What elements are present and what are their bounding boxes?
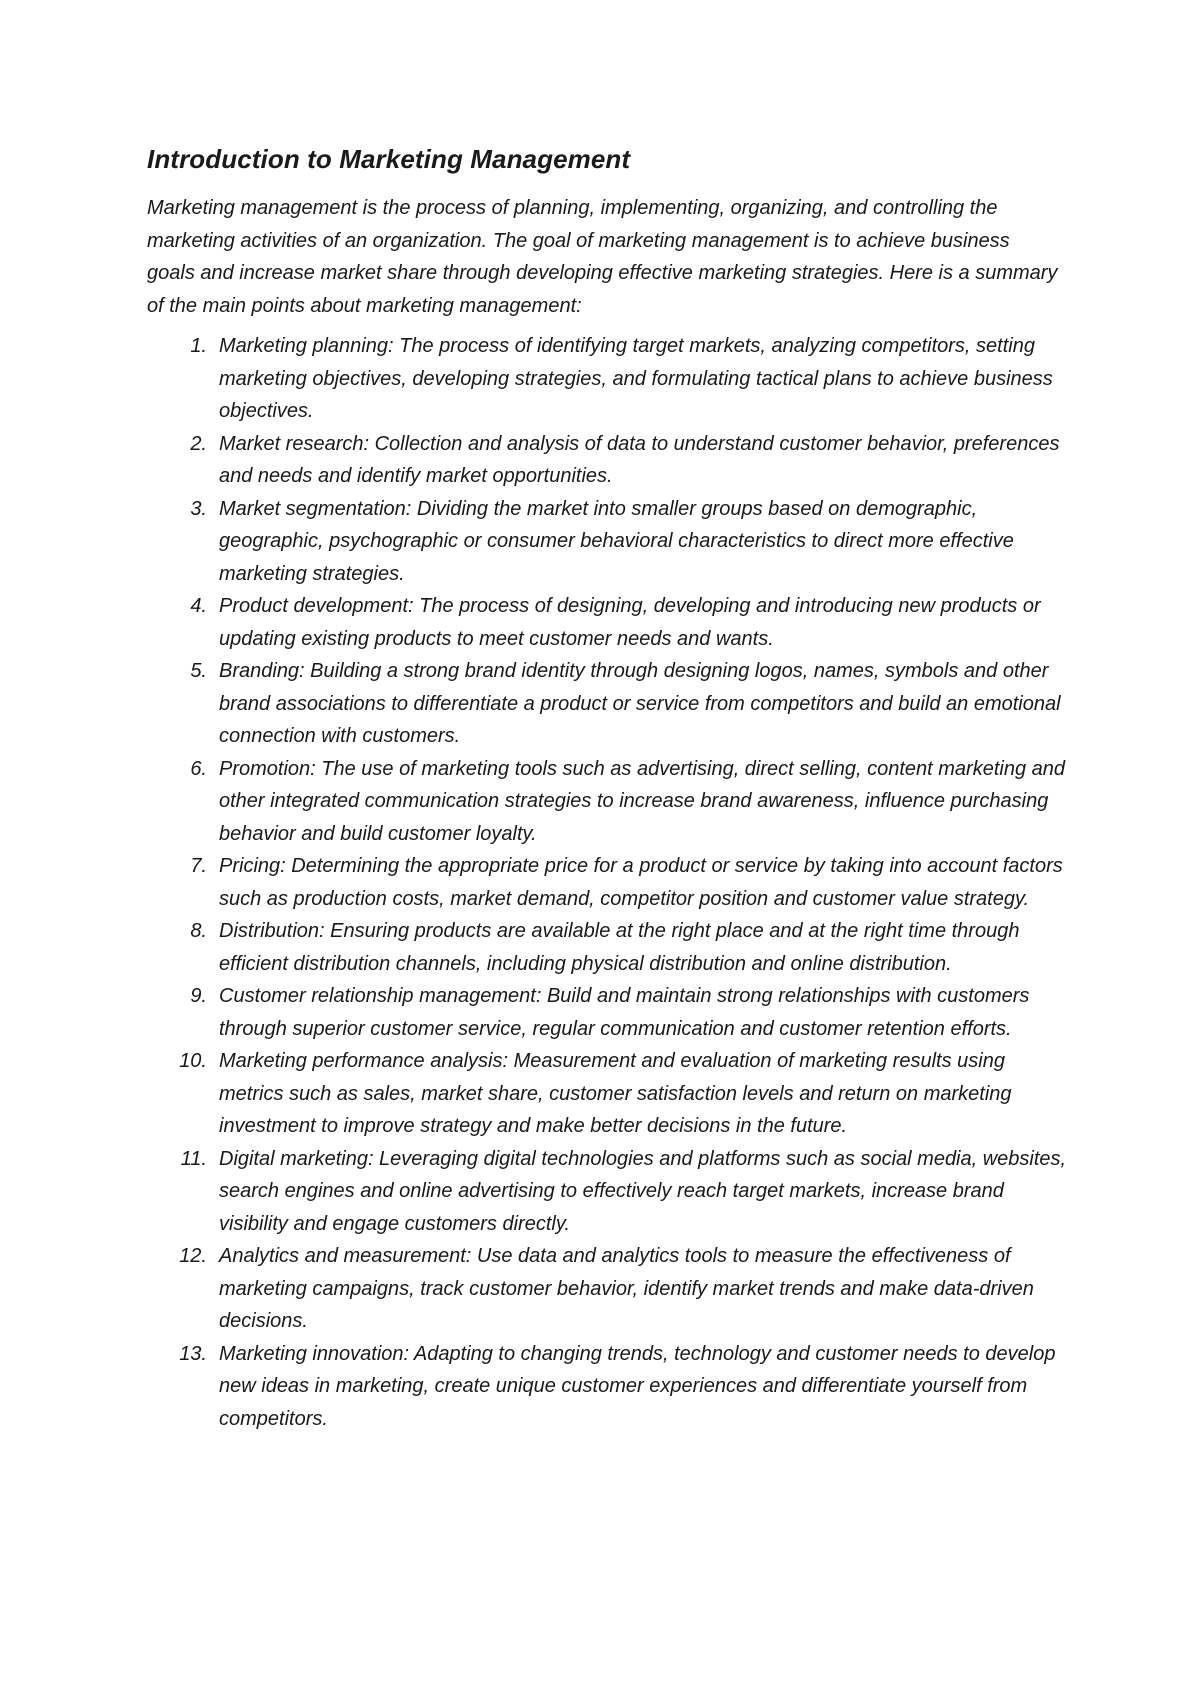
list-item (147, 590, 1067, 655)
list-item-number: 13. (179, 1342, 207, 1365)
list-item-text: Marketing innovation: Adapting to changing trends, technology and customer needs to develop new ideas in marketing, create unique customer experiences and differentiate yourself from competitors. (219, 1342, 1056, 1430)
list-item-text: Market segmentation: Dividing the market into smaller groups based on demographic, geographic, psychographic or consumer behavioral characteristics to direct more effective marketing strategies. (219, 497, 1014, 585)
list-item-number: 9. (190, 985, 207, 1007)
list-item (147, 850, 1067, 915)
list-item-text: Product development: The process of designing, developing and introducing new products or updating existing products to meet customer needs and wants. (219, 595, 1041, 650)
list-item-number: 2. (190, 432, 207, 455)
list-item-text: Distribution: Ensuring products are available at the right place and at the right time through efficient distribution channels, including physical distribution and online distribution. (219, 920, 1020, 975)
list-item (147, 1338, 1067, 1436)
list-item-number: 10. (179, 1050, 207, 1072)
list-item (147, 330, 1067, 428)
list-item-text: Pricing: Determining the appropriate price for a product or service by taking into account factors such as production costs, market demand, competitor position and customer value strategy. (219, 855, 1063, 910)
list-item (147, 1143, 1067, 1241)
list-item-text: Promotion: The use of marketing tools such as advertising, direct selling, content marketing and other integrated communication strategies to increase brand awareness, influence purchasing behavior and build customer loyalty. (219, 757, 1065, 845)
list-item-number: 1. (190, 335, 207, 357)
list-item-text: Marketing planning: The process of identifying target markets, analyzing competitors, setting marketing objectives, developing strategies, and formulating tactical plans to achieve business objectives. (219, 335, 1053, 422)
list-item (147, 915, 1067, 980)
list-item-number: 11. (180, 1147, 207, 1170)
intro-paragraph: Marketing management is the process of planning, implementing, organizing, and controlling the marketing activities of an organization. The goal of marketing management is to achieve business goals and increase market share through developing effective marketing strategies. Here is a summary of the main points about marketing management: (147, 197, 1058, 317)
list-item-number: 5. (190, 660, 207, 682)
list-item-text: Analytics and measurement: Use data and analytics tools to measure the effectiveness of marketing campaigns, track customer behavior, identify market trends and make data-driven decisions. (219, 1245, 1034, 1332)
list-item-number: 12. (179, 1245, 207, 1267)
list-item-text: Market research: Collection and analysis of data to understand customer behavior, preferences and needs and identify market opportunities. (219, 432, 1060, 487)
list-item (147, 1045, 1067, 1143)
list-item (147, 980, 1067, 1045)
list-item-number: 4. (190, 595, 207, 617)
numbered-list (147, 330, 1067, 1435)
list-item-number: 6. (190, 757, 207, 780)
document-body (147, 142, 1067, 1435)
list-item (147, 1240, 1067, 1338)
list-item-number: 7. (190, 855, 207, 877)
list-item (147, 655, 1067, 753)
list-item-number: 8. (190, 920, 207, 942)
list-item-number: 3. (190, 497, 207, 520)
list-item-text: Branding: Building a strong brand identity through designing logos, names, symbols and other brand associations to differentiate a product or service from competitors and build an emotional connection with customers. (219, 660, 1061, 747)
list-item (147, 753, 1067, 851)
page-title: Introduction to Marketing Management (147, 144, 631, 174)
list-item-text: Customer relationship management: Build and maintain strong relationships with customers through superior customer service, regular communication and customer retention efforts. (219, 985, 1030, 1040)
list-item (147, 428, 1067, 493)
list-item (147, 493, 1067, 591)
list-item-text: Marketing performance analysis: Measurement and evaluation of marketing results using metrics such as sales, market share, customer satisfaction levels and return on marketing investment to improve strategy and make better decisions in the future. (219, 1050, 1012, 1137)
list-item-text: Digital marketing: Leveraging digital technologies and platforms such as social media, websites, search engines and online advertising to effectively reach target markets, increase brand visibility and engage customers directly. (219, 1147, 1067, 1235)
